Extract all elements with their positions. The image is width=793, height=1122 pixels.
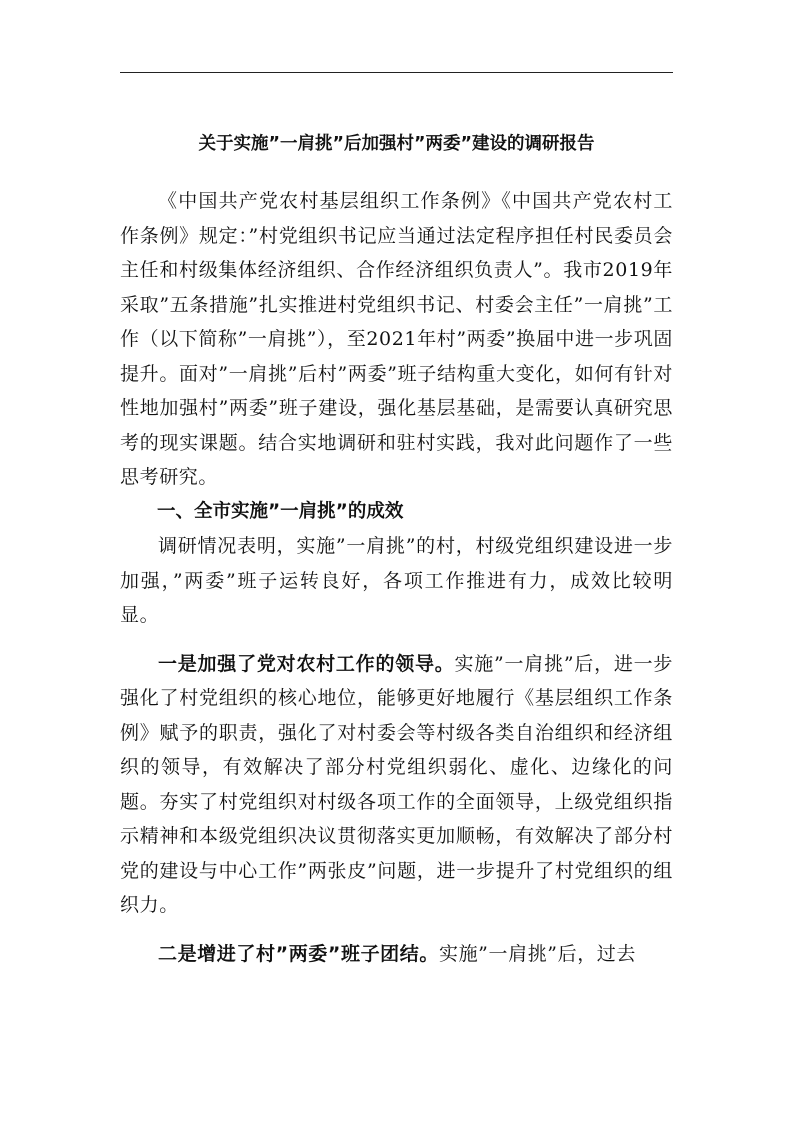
point-2-body: 实施”一肩挑”后，过去 [438,942,637,965]
header-rule [120,72,673,73]
point-1-lead: 一是加强了党对农村工作的领导。 [158,652,455,675]
point-1-body: 实施”一肩挑”后，进一步强化了村党组织的核心地位，能够更好地履行《基层组织工作条例》赋予的职责，强化了对村委会等村级各类自治组织和经济组织的领导，有效解决了部分村党组织弱化、虚化、边缘化的问题。夯实了村党组织对村级各项工作的全面领导，上级党组织指示精神和本级党组织决议贯彻落实更加顺畅，有效解决了部分村党的建设与中心工作”两张皮”问题，进一步提升了村党组织的组织力。 [120,652,673,916]
section1-summary-paragraph: 调研情况表明，实施”一肩挑”的村，村级党组织建设进一步加强，”两委”班子运转良好，各项工作推进有力，成效比较明显。 [120,535,673,626]
point-2-paragraph [120,937,673,972]
document-title: 关于实施”一肩挑”后加强村”两委”建设的调研报告 [198,134,595,154]
section-heading-1: 一、全市实施”一肩挑”的成效 [157,500,404,522]
document-page [120,126,673,971]
point-1-paragraph [120,647,673,923]
point-2-lead: 二是增进了村”两委”班子团结。 [158,942,439,965]
intro-paragraph: 《中国共产党农村基层组织工作条例》《中国共产党农村工作条例》规定：”村党组织书记应当通过法定程序担任村民委员会主任和村级集体经济组织、合作经济组织负责人”。我市2019年采取”五条措施”扎实推进村党组织书记、村委会主任”一肩挑”工作（以下简称”一肩挑”），至2021年村”两委”换届中进一步巩固提升。面对”一肩挑”后村”两委”班子结构重大变化，如何有针对性地加强村”两委”班子建设，强化基层基础，是需要认真研究思考的现实课题。结合实地调研和驻村实践，我对此问题作了一些思考研究。 [120,190,673,488]
